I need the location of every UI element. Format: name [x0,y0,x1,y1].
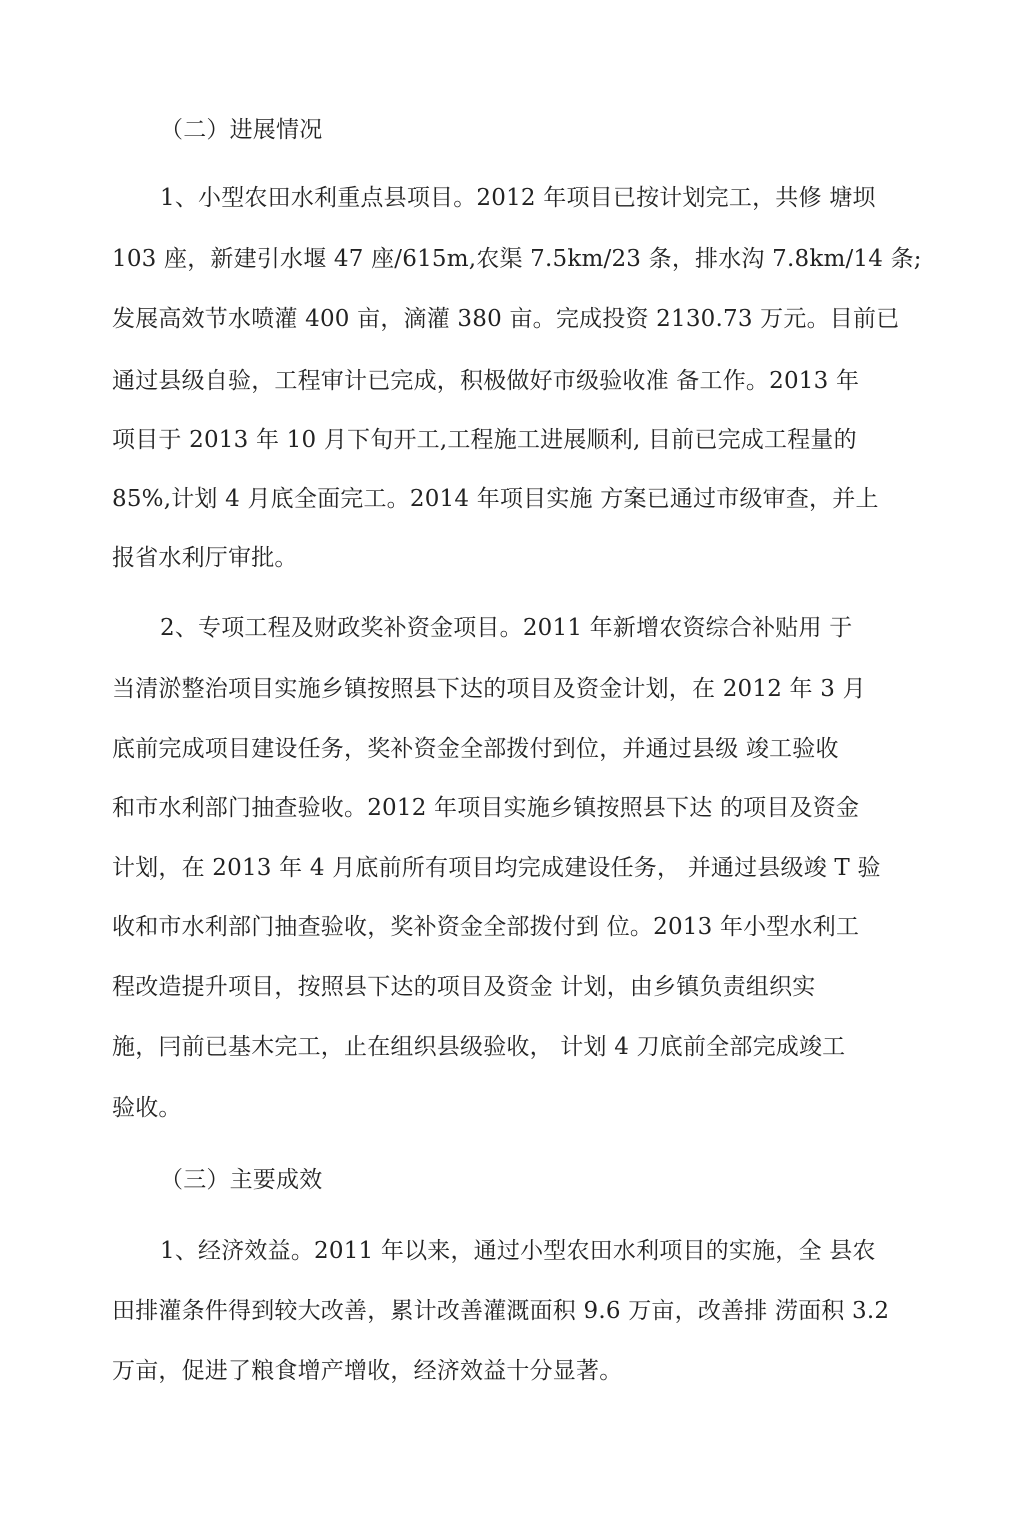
paragraph-line: 1、经济效益。2011 年以来，通过小型农田水利项目的实施，全 县农 [160,1238,876,1264]
paragraph-line: 万亩，促进了粮食增产增收，经济效益十分显著。 [112,1358,623,1384]
paragraph-line: 项目于 2013 年 10 月下旬开工,工程施工进展顺利, 目前已完成工程量的 [112,427,857,453]
paragraph-line: 验收。 [112,1095,182,1121]
paragraph-line: 1、小型农田水利重点县项目。2012 年项目已按计划完工，共修 塘坝 [160,185,876,211]
paragraph-line: 2、专项工程及财政奖补资金项目。2011 年新增农资综合补贴用 于 [160,615,853,641]
paragraph-line: 85%,计划 4 月底全面完工。2014 年项目实施 方案已通过市级审查，并上 [112,486,879,512]
paragraph-line: 计划，在 2013 年 4 月底前所有项目均完成建设任务， 并通过县级竣 T 验 [112,855,881,881]
paragraph-line: 发展高效节水喷灌 400 亩，滴灌 380 亩。完成投资 2130.73 万元。目前已 [112,306,900,332]
paragraph-line: 报省水利厅审批。 [112,545,298,571]
paragraph-line: 和市水利部门抽查验收。2012 年项目实施乡镇按照县下达 的项目及资金 [112,795,860,821]
paragraph-line: 103 座，新建引水堰 47 座/615m,农渠 7.5km/23 条，排水沟 7.8km/14 条; [112,246,922,272]
section-heading-results: （三）主要成效 [160,1167,323,1193]
paragraph-line: 程改造提升项目，按照县下达的项目及资金 计划，由乡镇负责组织实 [112,974,816,1000]
paragraph-line: 收和市水利部门抽查验收，奖补资金全部拨付到 位。2013 年小型水利工 [112,914,860,940]
paragraph-line: 当清淤整治项目实施乡镇按照县下达的项目及资金计划，在 2012 年 3 月 [112,676,866,702]
paragraph-line: 底前完成项目建设任务，奖补资金全部拨付到位，并通过县级 竣工验收 [112,736,839,762]
paragraph-line: 田排灌条件得到较大改善，累计改善灌溉面积 9.6 万亩，改善排 涝面积 3.2 [112,1298,890,1324]
paragraph-line: 施，冃前已基木完工，止在组织县级验收， 计划 4 刀底前全部完成竣工 [112,1034,846,1060]
paragraph-line: 通过县级自验，工程审计已完成，积极做好市级验收准 备工作。2013 年 [112,368,860,394]
section-heading-progress: （二）进展情况 [160,117,323,143]
